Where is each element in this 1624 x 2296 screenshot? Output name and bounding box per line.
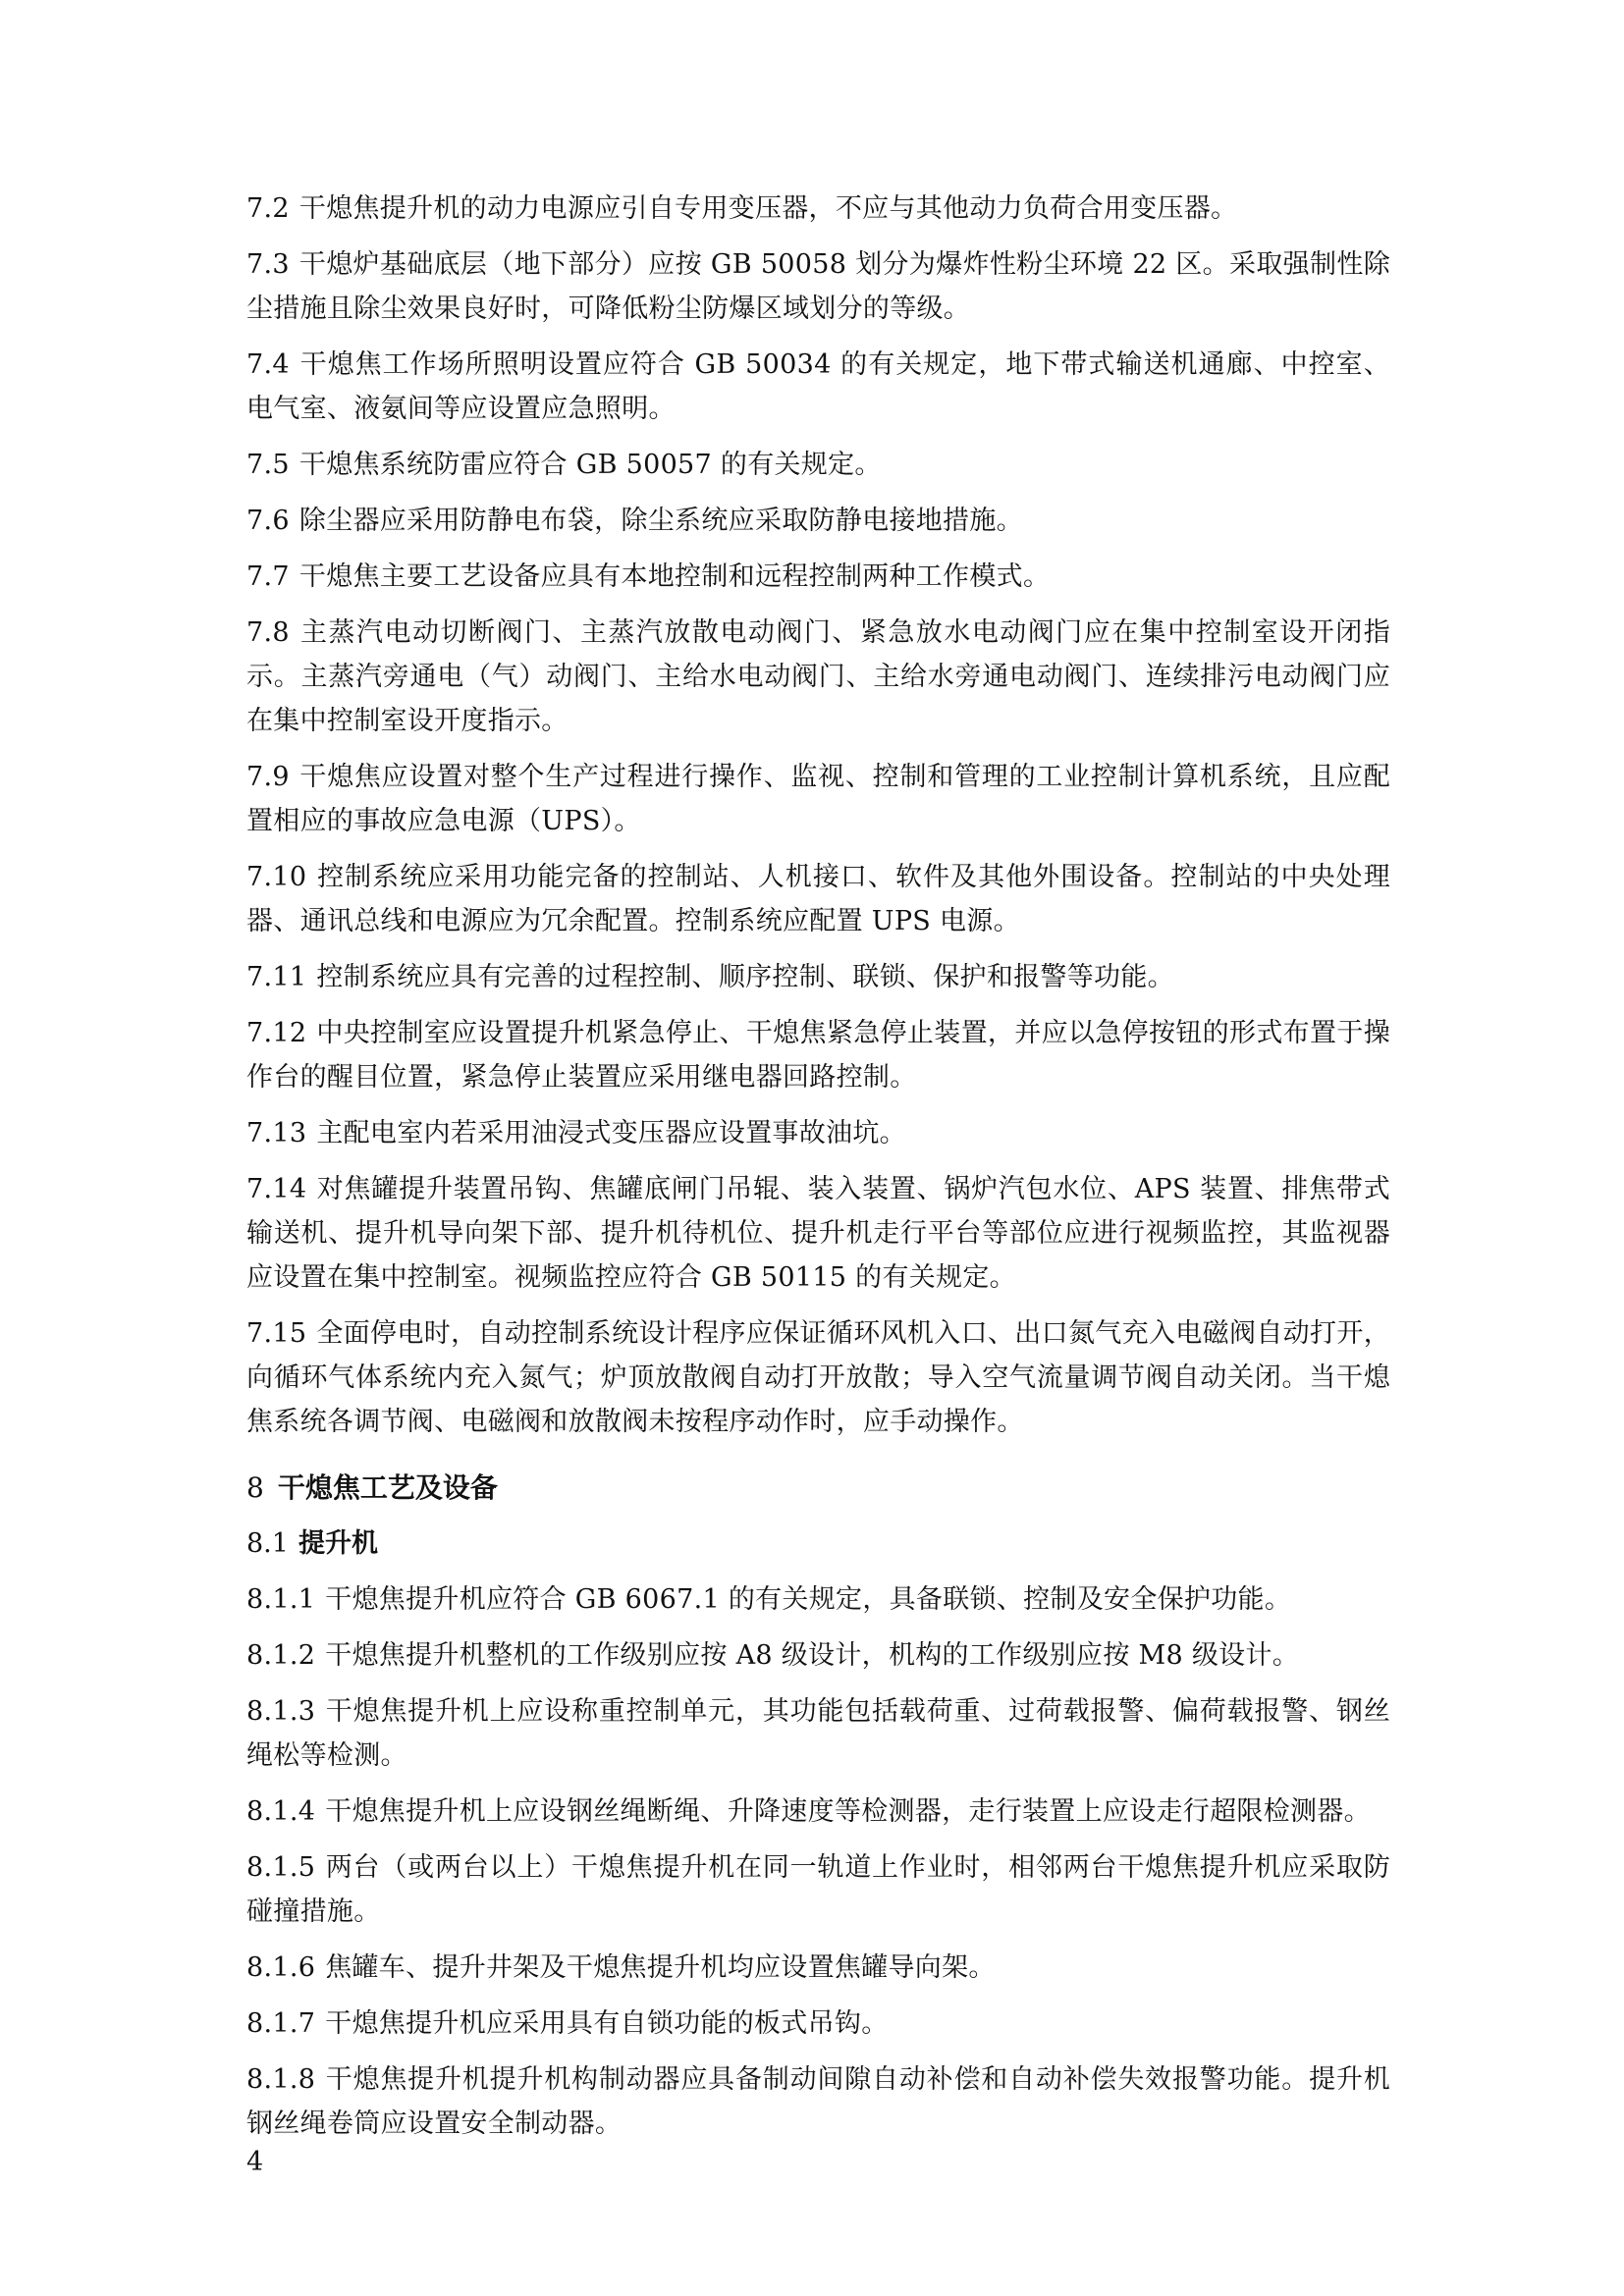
clause-7-10: [246, 855, 1390, 943]
clause-text: 干熄焦系统防雷应符合 GB 50057 的有关规定。: [298, 450, 882, 480]
clause-number: 8.1.1: [246, 1584, 316, 1615]
clause-text: 干熄焦提升机上应设钢丝绳断绳、升降速度等检测器，走行装置上应设走行超限检测器。: [325, 1796, 1371, 1827]
section-number: 8: [246, 1471, 264, 1504]
clause-8-1-8: [246, 2057, 1390, 2146]
clause-7-11: [246, 955, 1390, 999]
clause-text: 两台（或两台以上）干熄焦提升机在同一轨道上作业时，相邻两台干熄焦提升机应采取防碰撞措施。: [246, 1852, 1390, 1927]
clause-7-5: [246, 443, 1390, 487]
clause-number: 8.1.5: [246, 1852, 316, 1883]
section-heading-8: [246, 1466, 1390, 1510]
clause-text: 主配电室内若采用油浸式变压器应设置事故油坑。: [316, 1118, 906, 1148]
clause-7-13: [246, 1111, 1390, 1155]
clause-text: 全面停电时，自动控制系统设计程序应保证循环风机入口、出口氮气充入电磁阀自动打开，向循环气体系统内充入氮气；炉顶放散阀自动打开放散；导入空气流量调节阀自动关闭。当干熄焦系统各调节阀、电磁阀和放散阀未按程序动作时，应手动操作。: [246, 1318, 1390, 1437]
clause-7-3: [246, 242, 1390, 331]
page-content: [246, 187, 1390, 2158]
clause-7-6: [246, 499, 1390, 543]
clause-text: 焦罐车、提升井架及干熄焦提升机均应设置焦罐导向架。: [325, 1952, 996, 1983]
subsection-number: 8.1: [246, 1528, 289, 1559]
clause-number: 7.5: [246, 450, 290, 480]
clause-text: 干熄焦提升机上应设称重控制单元，其功能包括载荷重、过荷载报警、偏荷载报警、钢丝绳松等检测。: [246, 1696, 1390, 1771]
clause-text: 干熄焦提升机提升机构制动器应具备制动间隙自动补偿和自动补偿失效报警功能。提升机钢丝绳卷筒应设置安全制动器。: [246, 2064, 1390, 2139]
clause-number: 7.9: [246, 762, 290, 792]
subsection-title: 提升机: [298, 1528, 378, 1559]
clause-number: 7.11: [246, 962, 307, 992]
clause-8-1-6: [246, 1946, 1390, 1990]
clause-text: 干熄焦提升机应采用具有自锁功能的板式吊钩。: [325, 2008, 889, 2039]
clause-text: 干熄焦提升机整机的工作级别应按 A8 级设计，机构的工作级别应按 M8 级设计。: [325, 1640, 1300, 1671]
clause-number: 7.14: [246, 1174, 307, 1204]
clause-7-8: [246, 611, 1390, 743]
clause-8-1-1: [246, 1577, 1390, 1622]
clause-text: 干熄炉基础底层（地下部分）应按 GB 50058 划分为爆炸性粉尘环境 22 区。采取强制性除尘措施且除尘效果良好时，可降低粉尘防爆区域划分的等级。: [246, 249, 1390, 324]
clause-number: 7.6: [246, 506, 290, 536]
clause-7-2: [246, 187, 1390, 231]
clause-text: 除尘器应采用防静电布袋，除尘系统应采取防静电接地措施。: [298, 506, 1023, 536]
clause-number: 7.2: [246, 193, 290, 224]
section-title: 干熄焦工艺及设备: [277, 1471, 498, 1504]
clause-number: 7.13: [246, 1118, 307, 1148]
clause-number: 7.3: [246, 249, 290, 280]
clause-number: 7.15: [246, 1318, 307, 1349]
clause-7-15: [246, 1311, 1390, 1444]
clause-text: 干熄焦提升机应符合 GB 6067.1 的有关规定，具备联锁、控制及安全保护功能。: [325, 1584, 1292, 1615]
clause-8-1-7: [246, 2002, 1390, 2046]
clause-number: 7.10: [246, 862, 307, 892]
clause-number: 8.1.2: [246, 1640, 316, 1671]
clause-7-14: [246, 1167, 1390, 1300]
clause-7-12: [246, 1011, 1390, 1099]
clause-8-1-2: [246, 1633, 1390, 1678]
clause-number: 8.1.6: [246, 1952, 316, 1983]
clause-text: 干熄焦主要工艺设备应具有本地控制和远程控制两种工作模式。: [298, 561, 1051, 592]
clause-text: 主蒸汽电动切断阀门、主蒸汽放散电动阀门、紧急放水电动阀门应在集中控制室设开闭指示。主蒸汽旁通电（气）动阀门、主给水电动阀门、主给水旁通电动阀门、连续排污电动阀门应在集中控制室设开度指示。: [246, 617, 1390, 736]
clause-text: 对焦罐提升装置吊钩、焦罐底闸门吊辊、装入装置、锅炉汽包水位、APS 装置、排焦带式输送机、提升机导向架下部、提升机待机位、提升机走行平台等部位应进行视频监控，其监视器应设置在集中控制室。视频监控应符合 GB 50115 的有关规定。: [246, 1174, 1390, 1293]
clause-number: 7.7: [246, 561, 290, 592]
page-number: 4: [246, 2147, 264, 2177]
clause-7-7: [246, 555, 1390, 599]
clause-7-9: [246, 755, 1390, 843]
clause-8-1-3: [246, 1689, 1390, 1778]
clause-text: 干熄焦应设置对整个生产过程进行操作、监视、控制和管理的工业控制计算机系统，且应配置相应的事故应急电源（UPS）。: [246, 762, 1390, 836]
clause-8-1-5: [246, 1845, 1390, 1934]
clause-number: 8.1.4: [246, 1796, 316, 1827]
clause-number: 8.1.8: [246, 2064, 316, 2095]
clause-7-4: [246, 343, 1390, 431]
subsection-heading-8-1: [246, 1522, 1390, 1566]
clause-number: 8.1.3: [246, 1696, 316, 1727]
clause-text: 中央控制室应设置提升机紧急停止、干熄焦紧急停止装置，并应以急停按钮的形式布置于操作台的醒目位置，紧急停止装置应采用继电器回路控制。: [246, 1018, 1390, 1093]
clause-number: 7.4: [246, 349, 290, 380]
clause-text: 干熄焦提升机的动力电源应引自专用变压器，不应与其他动力负荷合用变压器。: [298, 193, 1238, 224]
clause-number: 7.12: [246, 1018, 307, 1048]
clause-text: 控制系统应具有完善的过程控制、顺序控制、联锁、保护和报警等功能。: [316, 962, 1174, 992]
clause-text: 控制系统应采用功能完备的控制站、人机接口、软件及其他外围设备。控制站的中央处理器、通讯总线和电源应为冗余配置。控制系统应配置 UPS 电源。: [246, 862, 1390, 936]
clause-8-1-4: [246, 1789, 1390, 1834]
clause-number: 8.1.7: [246, 2008, 316, 2039]
clause-number: 7.8: [246, 617, 290, 648]
clause-text: 干熄焦工作场所照明设置应符合 GB 50034 的有关规定，地下带式输送机通廊、中控室、电气室、液氨间等应设置应急照明。: [246, 349, 1390, 424]
